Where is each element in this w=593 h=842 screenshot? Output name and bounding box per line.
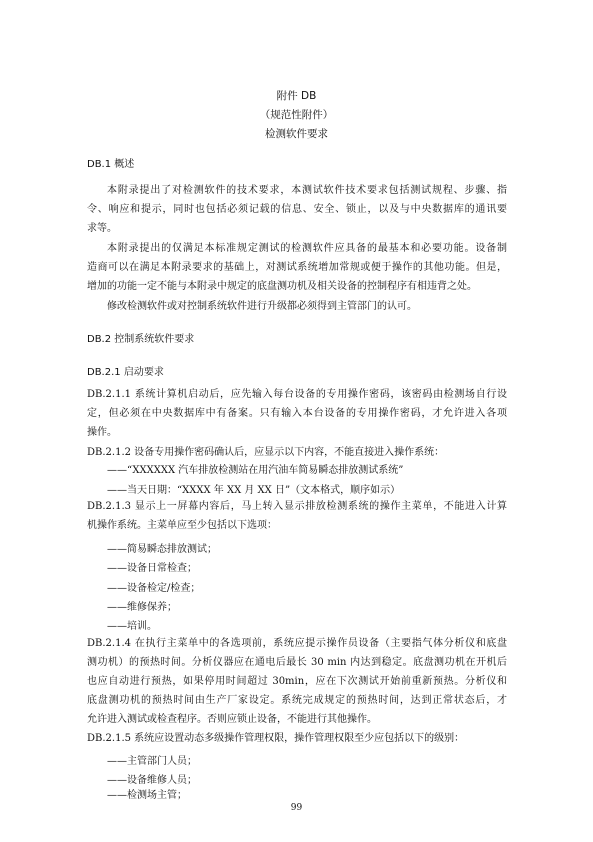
clause-line: 测功机）的预热时间。分析仪器应在通电后最长 30 min 内达到稳定。底盘测功机在开机后: [87, 657, 507, 668]
section-heading: DB.2 控制系统软件要求: [87, 334, 195, 345]
clause-line: DB.2.1.2 设备专用操作密码确认后，应显示以下内容，不能直接进入操作系统：: [87, 447, 445, 458]
annex-label: 附件 DB: [276, 90, 317, 102]
clause-line: 机操作系统。主菜单应至少包括以下选项：: [87, 520, 277, 531]
paragraph-line: 本附录提出的仅满足本标准规定测试的检测软件应具备的最基本和必要功能。设备制: [107, 243, 507, 254]
list-item: ——“XXXXXX 汽车排放检测站在用汽油车简易瞬态排放测试系统”: [107, 465, 404, 476]
clause-line: 也应自动进行预热，如果停用时间超过 30min，应在下次测试开始前重新预热。分析仪和: [87, 676, 507, 687]
clause-line: 允许进入测试或检查程序。否则应锁止设备，不能进行其他操作。: [87, 714, 377, 725]
annex-title: 检测软件要求: [265, 128, 328, 140]
list-item: ——检测场主管；: [107, 790, 187, 801]
clause-line: 底盘测功机的预热时间由生产厂家设定。系统完成规定的预热时间，达到正常状态后，才: [87, 695, 507, 706]
page-number: 99: [290, 803, 303, 813]
list-item: ——维修保养；: [107, 602, 177, 613]
clause-line: DB.2.1.1 系统计算机启动后，应先输入每台设备的专用操作密码，该密码由检测场自行设: [87, 389, 507, 400]
paragraph-line: 修改检测软件或对控制系统软件进行升级都必须得到主管部门的认可。: [107, 301, 417, 312]
paragraph-line: 增加的功能一定不能与本附录中规定的底盘测功机及相关设备的控制程序有相违背之处。: [87, 281, 477, 292]
clause-line: DB.2.1.3 显示上一屏幕内容后，马上转入显示排放检测系统的操作主菜单，不能进入计算: [87, 501, 507, 512]
list-item: ——简易瞬态排放测试；: [107, 544, 217, 555]
paragraph-line: 求等。: [87, 223, 117, 234]
clause-line: 操作。: [87, 427, 117, 438]
paragraph-line: 造商可以在满足本附录要求的基础上，对测试系统增加常规或便于操作的其他功能。但是，: [87, 262, 507, 273]
list-item: ——设备日常检查；: [107, 563, 197, 574]
clause-line: DB.2.1.5 系统应设置动态多级操作管理权限，操作管理权限至少应包括以下的级别：: [87, 733, 465, 744]
list-item: ——培训。: [107, 621, 157, 632]
clause-line: 定，但必须在中央数据库中有备案。只有输入本台设备的专用操作密码，才允许进入各项: [87, 408, 507, 419]
list-item: ——主管部门人员；: [107, 756, 197, 767]
paragraph-line: 本附录提出了对检测软件的技术要求，本测试软件技术要求包括测试规程、步骤、指: [107, 185, 507, 196]
list-item: ——设备检定/检查；: [107, 583, 201, 594]
annex-nature: （规范性附件）: [259, 109, 334, 121]
paragraph-line: 令、响应和提示，同时也包括必须记载的信息、安全、锁止，以及与中央数据库的通讯要: [87, 204, 507, 215]
subsection-heading: DB.2.1 启动要求: [87, 367, 164, 378]
list-item: ——当天日期：“XXXX 年 XX 月 XX 日”（文本格式，顺序如示）: [107, 485, 401, 496]
clause-line: DB.2.1.4 在执行主菜单中的各选项前，系统应提示操作员设备（主要指气体分析仪和底盘: [87, 638, 507, 649]
list-item: ——设备维修人员；: [107, 775, 197, 786]
section-heading: DB.1 概述: [87, 159, 135, 170]
